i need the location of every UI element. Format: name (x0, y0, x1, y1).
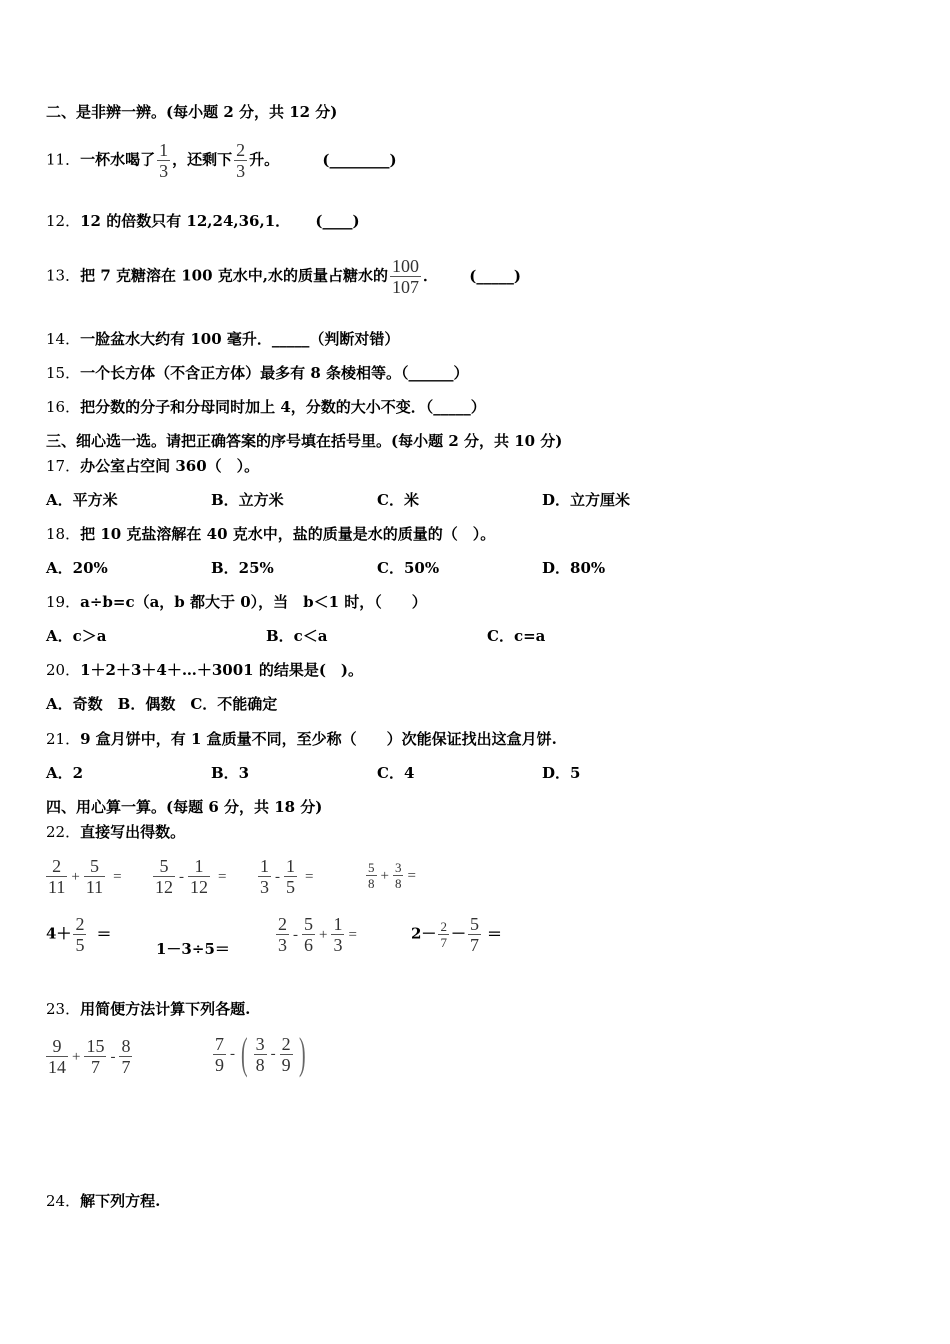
question-22: 22．直接写出得数。 (46, 823, 186, 841)
right-paren: ) (298, 1029, 306, 1078)
q18-option-a[interactable]: A．20% (46, 559, 108, 577)
q11-number: 11． (46, 150, 81, 169)
q11-answer-blank[interactable]: (________) (322, 150, 397, 169)
q22-expr-6: 1－3÷5＝ (156, 940, 230, 958)
q22-expr-1: $\frac{2}{11}$ + $\frac{5}{11}$ = (48, 856, 122, 897)
q22-expr-2: $\frac{5}{12}$ - $\frac{1}{12}$ = (155, 856, 227, 897)
question-17: 17．办公室占空间 360（ ）。 (46, 457, 260, 475)
q12-answer-blank[interactable]: (____) (315, 212, 360, 230)
q18-option-d[interactable]: D．80% (542, 559, 606, 577)
question-20: 20．1＋2＋3＋4＋…＋3001 的结果是( )。 (46, 661, 364, 679)
q23-expr-1: $\frac{9}{14}$ + $\frac{15}{7}$ - $\frac{8}{7}$ (48, 1036, 131, 1077)
q22-expr-5: 4＋ $\frac{2}{5}$ ＝ (46, 914, 112, 955)
q20-options[interactable]: A．奇数 B．偶数 C．不能确定 (46, 695, 278, 713)
section-4-header: 四、用心算一算。(每题 6 分，共 18 分) (46, 798, 323, 816)
q22-expr-8: 2－ $\frac{2}{7}$ － $\frac{5}{7}$ ＝ (411, 914, 502, 955)
section-3-header: 三、细心选一选。请把正确答案的序号填在括号里。(每小题 2 分，共 10 分) (46, 432, 563, 450)
q21-option-d[interactable]: D．5 (542, 764, 581, 782)
question-14: 14．一脸盆水大约有 100 毫升．_____（判断对错） (46, 330, 400, 348)
q23-expr-2: $\frac{7}{9}$ - ( $\frac{3}{8}$ - $\frac{2}{9}$ ) (215, 1029, 306, 1078)
q11-fraction-1: $\frac{1}{3}$ (159, 140, 169, 181)
question-19: 19．a÷b=c（a，b 都大于 0），当 b＜1 时，（ ） (46, 593, 427, 611)
q21-option-c[interactable]: C．4 (377, 764, 415, 782)
question-11: 11．一杯水喝了 $\frac{1}{3}$ ，还剩下 $\frac{2}{3}$ 升。 (________) (46, 140, 397, 181)
q18-option-b[interactable]: B．25% (211, 559, 274, 577)
question-16: 16．把分数的分子和分母同时加上 4，分数的大小不变．（_____） (46, 398, 486, 416)
q19-option-b[interactable]: B．c＜a (266, 627, 328, 645)
q17-option-c[interactable]: C．米 (377, 491, 419, 509)
q21-option-a[interactable]: A．2 (46, 764, 84, 782)
q17-option-d[interactable]: D．立方厘米 (542, 491, 631, 509)
left-paren: ( (241, 1029, 248, 1078)
q18-option-c[interactable]: C．50% (377, 559, 440, 577)
section-2-header: 二、是非辨一辨。(每小题 2 分，共 12 分) (46, 103, 338, 121)
question-18: 18．把 10 克盐溶解在 40 克水中，盐的质量是水的质量的（ ）。 (46, 525, 496, 543)
q13-fraction: $\frac{100}{107}$ (391, 256, 419, 297)
q13-answer-blank[interactable]: (_____) (469, 266, 521, 285)
q22-expr-4: $\frac{5}{8}$ + $\frac{3}{8}$ = (368, 860, 416, 891)
q22-expr-3: $\frac{1}{3}$ - $\frac{1}{5}$ = (260, 856, 314, 897)
question-21: 21．9 盒月饼中，有 1 盒质量不同，至少称（ ）次能保证找出这盒月饼. (46, 730, 557, 748)
q17-option-b[interactable]: B．立方米 (211, 491, 284, 509)
question-24: 24．解下列方程. (46, 1192, 161, 1210)
q21-option-b[interactable]: B．3 (211, 764, 250, 782)
q19-option-a[interactable]: A．c＞a (46, 627, 107, 645)
question-13: 13．把 7 克糖溶在 100 克水中,水的质量占糖水的 $\frac{100}{107}$ ． (_____) (46, 256, 521, 297)
q19-option-c[interactable]: C．c=a (487, 627, 546, 645)
question-15: 15．一个长方体（不含正方体）最多有 8 条棱相等。（______） (46, 364, 469, 382)
question-23: 23．用简便方法计算下列各题. (46, 1000, 251, 1018)
question-12: 12．12 的倍数只有 12,24,36,1． (____) (46, 212, 360, 230)
q17-option-a[interactable]: A．平方米 (46, 491, 118, 509)
q22-expr-7: $\frac{2}{3}$ - $\frac{5}{6}$ + $\frac{1}{3}$ = (278, 914, 357, 955)
q11-fraction-2: $\frac{2}{3}$ (236, 140, 246, 181)
